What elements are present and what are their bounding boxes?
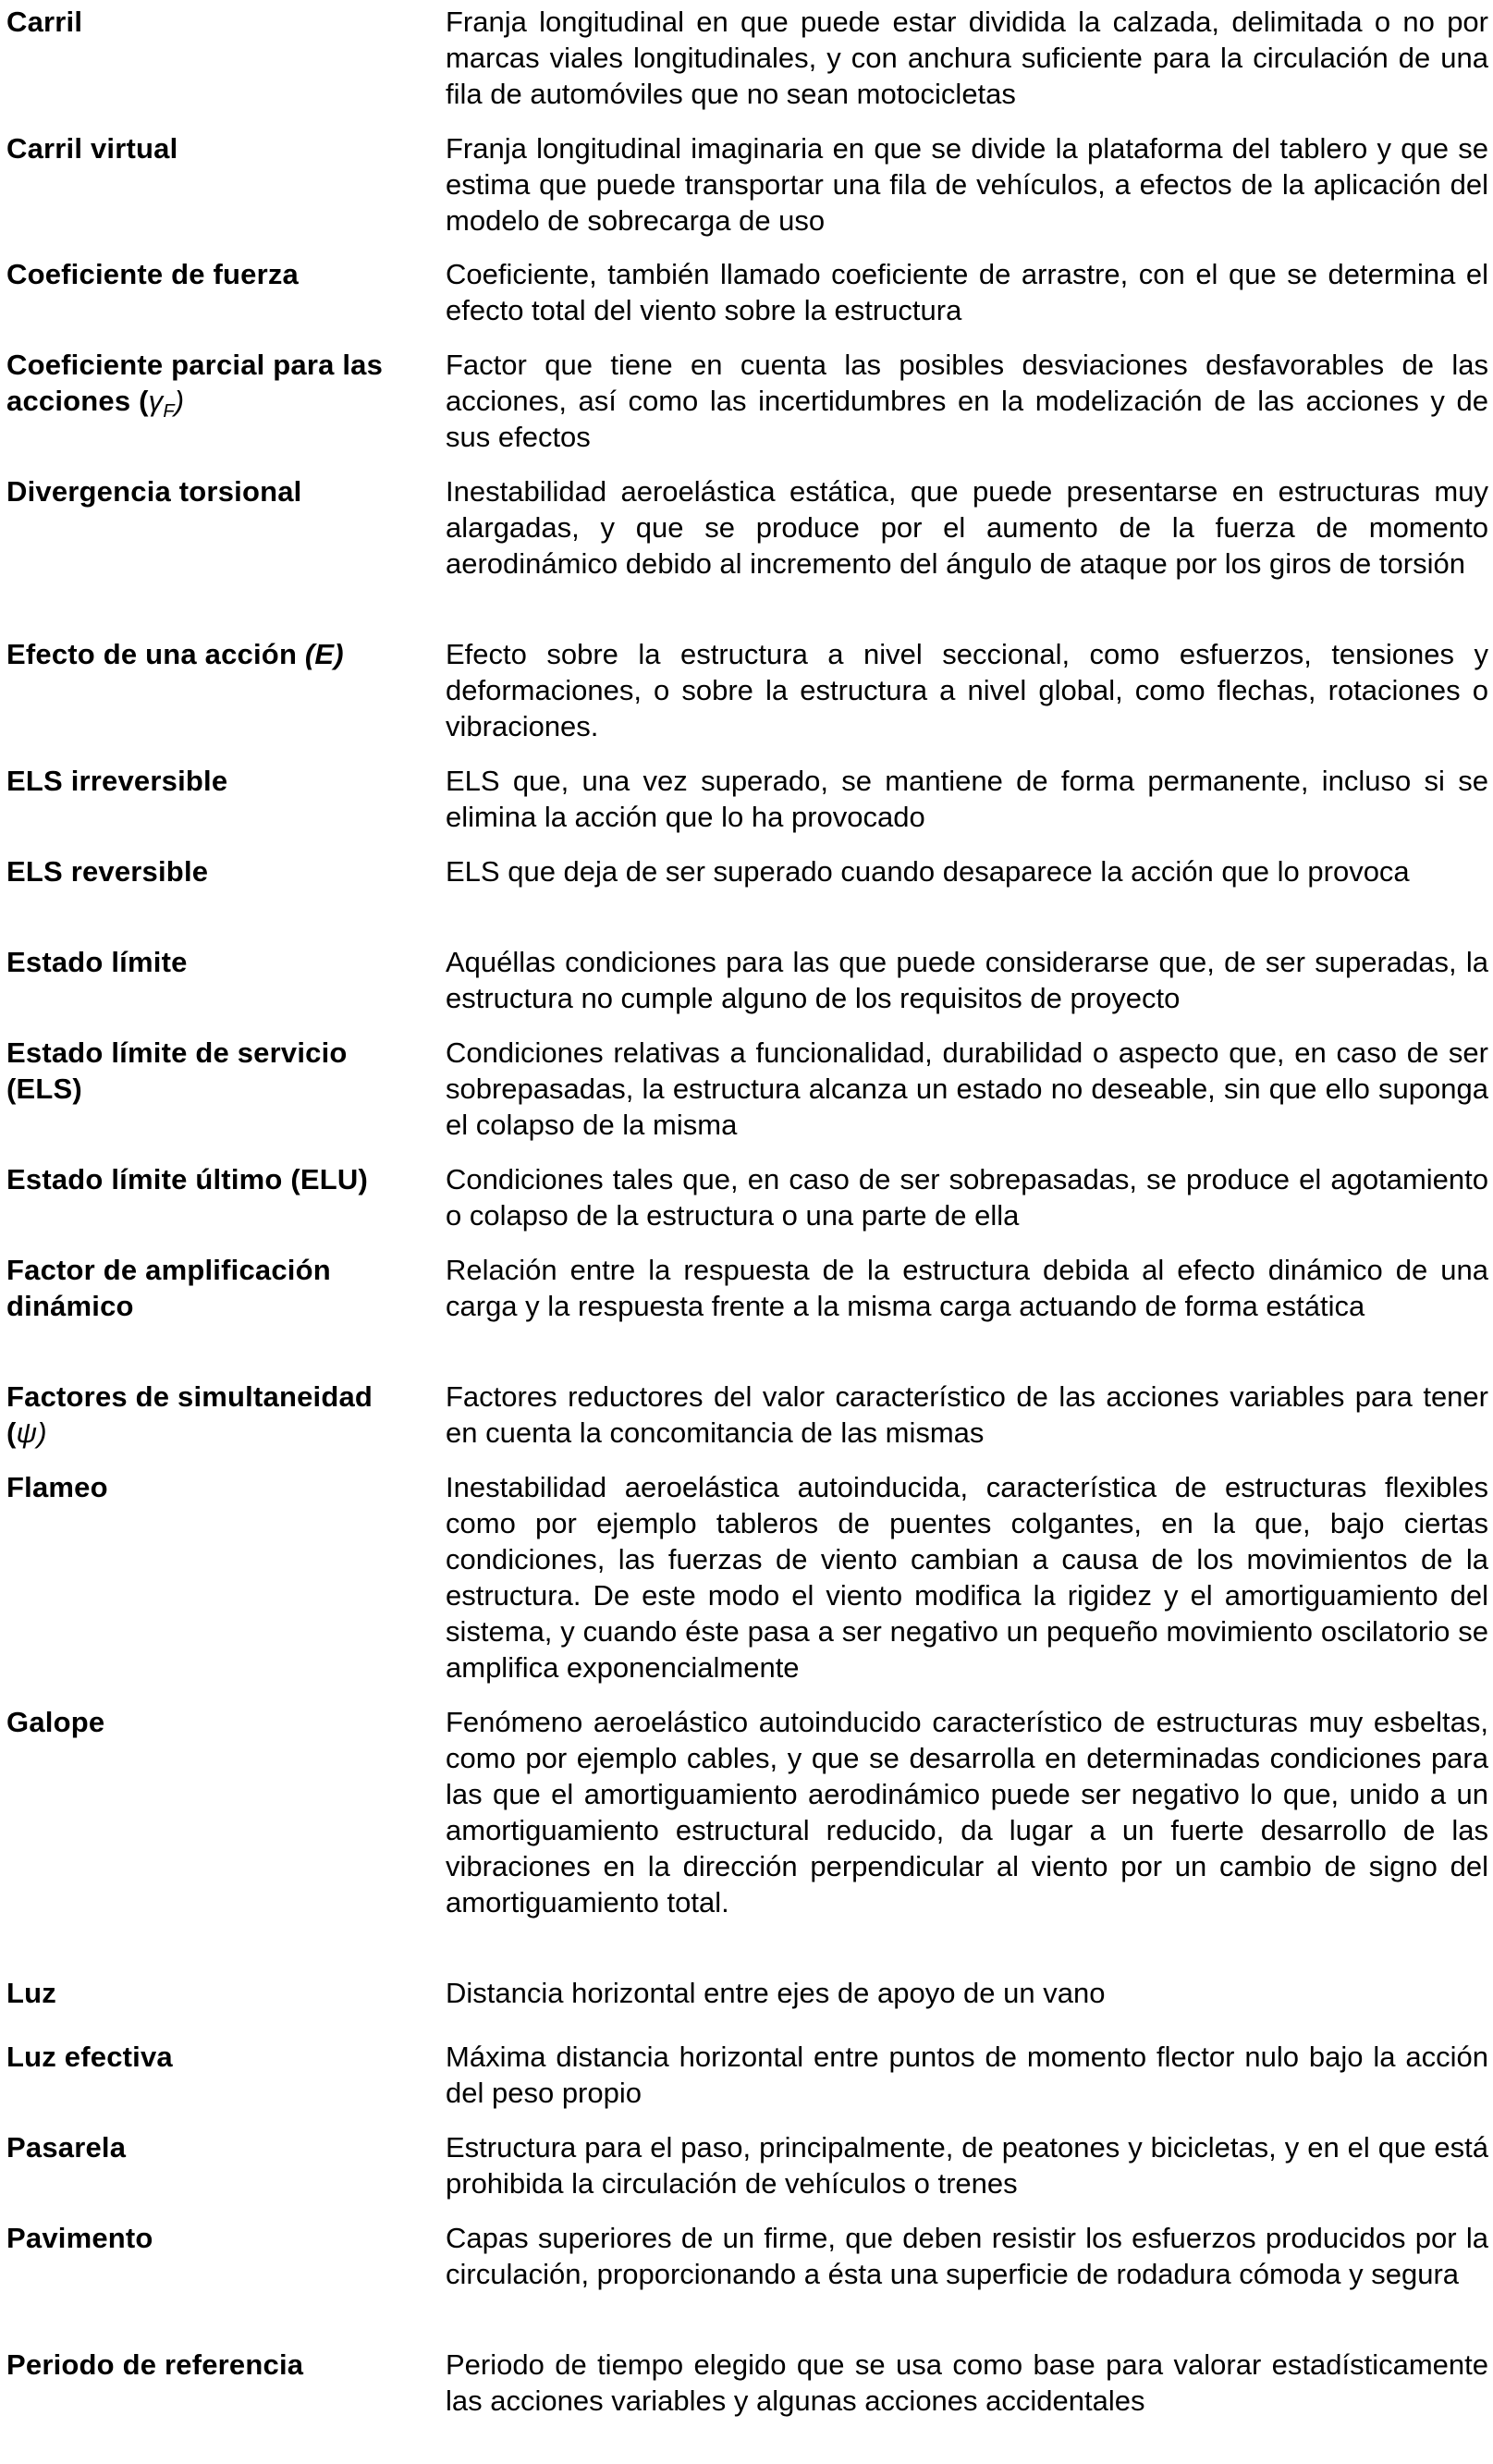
glossary-definition: Estructura para el paso, principalmente, de peatones y bicicletas, y en el que está prohibida la circulación de vehículos o trenes — [446, 2131, 1488, 2200]
symbol-subscript: F — [163, 401, 175, 423]
glossary-term-suffix: ) — [174, 385, 185, 417]
glossary-term: ELS irreversible — [6, 765, 228, 797]
glossary-term-text: Coeficiente parcial para las acciones ( — [6, 349, 384, 417]
glossary-definition: Periodo de tiempo elegido que se usa como base para valorar estadísticamente las acciones variables y algunas acciones accidentales — [446, 2348, 1488, 2417]
glossary-term: Periodo de referencia — [6, 2348, 304, 2381]
glossary-term: Pavimento — [6, 2222, 153, 2254]
glossary-term: Divergencia torsional — [6, 475, 302, 508]
glossary-term-symbol — [148, 385, 175, 423]
glossary-definition: Franja longitudinal imaginaria en que se divide la plataforma del tablero y que se estima que puede transportar una fila de vehículos, a efectos de la aplicación del modelo de sobrecarga de uso — [446, 132, 1488, 237]
glossary-term-suffix: ) — [37, 1416, 47, 1449]
glossary-term-text: Efecto de una acción — [6, 638, 305, 670]
glossary-term — [6, 347, 413, 430]
symbol-gamma: γ — [148, 385, 164, 417]
glossary-definition: Factores reductores del valor característico de las acciones variables para tener en cuenta la concomitancia de las mismas — [446, 1380, 1488, 1449]
glossary-term: Pasarela — [6, 2131, 127, 2164]
glossary-term-text: Factores de simultaneidad ( — [6, 1380, 373, 1449]
glossary-definition: Aquéllas condiciones para las que puede considerarse que, de ser superadas, la estructura no cumple alguno de los requisitos de proyecto — [446, 946, 1488, 1014]
glossary-term — [6, 1379, 413, 1451]
glossary-definition: Coeficiente, también llamado coeficiente de arrastre, con el que se determina el efecto total del viento sobre la estructura — [446, 258, 1488, 326]
glossary-definition: Distancia horizontal entre ejes de apoyo de un vano — [446, 1977, 1106, 2009]
glossary-definition: Inestabilidad aeroelástica estática, que puede presentarse en estructuras muy alargadas, y que se produce por el aumento de la fuerza de momento aerodinámico debido al incremento del ángulo de ataque por los giros de torsión — [446, 475, 1488, 580]
glossary-term: Flameo — [6, 1471, 108, 1503]
glossary-term: Estado límite de servicio (ELS) — [6, 1036, 348, 1105]
glossary-definition: Capas superiores de un firme, que deben resistir los esfuerzos producidos por la circulación, proporcionando a ésta una superficie de rodadura cómoda y segura — [446, 2222, 1488, 2290]
glossary-term: Carril — [6, 6, 83, 38]
glossary-term: Estado límite — [6, 946, 188, 978]
glossary-definition: Fenómeno aeroelástico autoinducido característico de estructuras muy esbeltas, como por ejemplo cables, y que se desarrolla en determinadas condiciones para las que el amortiguamiento aerodinámico puede ser negativo lo que, unido a un amortiguamiento estructural reducido, da lugar a un fuerte desarrollo de las vibraciones en la dirección perpendicular al viento por un cambio de signo del amortiguamiento total. — [446, 1706, 1488, 1918]
glossary-definition: Condiciones relativas a funcionalidad, durabilidad o aspecto que, en caso de ser sobrepasadas, la estructura alcanza un estado no deseable, sin que ello suponga el colapso de la misma — [446, 1036, 1488, 1141]
glossary-term-symbol: (E) — [304, 638, 344, 670]
glossary-term-symbol: ψ — [16, 1416, 38, 1449]
glossary-term — [6, 636, 413, 672]
glossary-definition: Inestabilidad aeroelástica autoinducida, característica de estructuras flexibles como por ejemplo tableros de puentes colgantes, en la que, bajo ciertas condiciones, las fuerzas de viento cambian a causa de los movimientos de la estructura. De este modo el viento modifica la rigidez y el amortiguamiento del sistema, y cuando éste pasa a ser negativo un pequeño movimiento oscilatorio se amplifica exponencialmente — [446, 1471, 1488, 1684]
glossary-term: Factor de amplificación dinámico — [6, 1254, 331, 1322]
glossary-term: Carril virtual — [6, 132, 178, 165]
glossary-definition: Condiciones tales que, en caso de ser sobrepasadas, se produce el agotamiento o colapso de la estructura o una parte de ella — [446, 1163, 1488, 1232]
glossary-term: ELS reversible — [6, 855, 209, 888]
glossary-term: Estado límite último (ELU) — [6, 1163, 368, 1195]
glossary-definition: Franja longitudinal en que puede estar dividida la calzada, delimitada o no por marcas viales longitudinales, y con anchura suficiente para la circulación de una fila de automóviles que no sean motocicletas — [446, 6, 1488, 110]
glossary-definition: Máxima distancia horizontal entre puntos de momento flector nulo bajo la acción del peso propio — [446, 2041, 1488, 2109]
glossary-term: Luz efectiva — [6, 2041, 173, 2073]
glossary-term: Galope — [6, 1706, 105, 1738]
glossary-term: Luz — [6, 1977, 56, 2009]
glossary-definition: Relación entre la respuesta de la estructura debida al efecto dinámico de una carga y la respuesta frente a la misma carga actuando de forma estática — [446, 1254, 1488, 1322]
glossary-definition: ELS que deja de ser superado cuando desaparece la acción que lo provoca — [446, 855, 1410, 888]
glossary-term: Coeficiente de fuerza — [6, 258, 300, 290]
glossary-definition: Factor que tiene en cuenta las posibles desviaciones desfavorables de las acciones, así como las incertidumbres en la modelización de las acciones y de sus efectos — [446, 349, 1488, 453]
glossary-definition: Efecto sobre la estructura a nivel seccional, como esfuerzos, tensiones y deformaciones, o sobre la estructura a nivel global, como flechas, rotaciones o vibraciones. — [446, 638, 1488, 742]
glossary-definition: ELS que, una vez superado, se mantiene de forma permanente, incluso si se elimina la acción que lo ha provocado — [446, 765, 1488, 833]
